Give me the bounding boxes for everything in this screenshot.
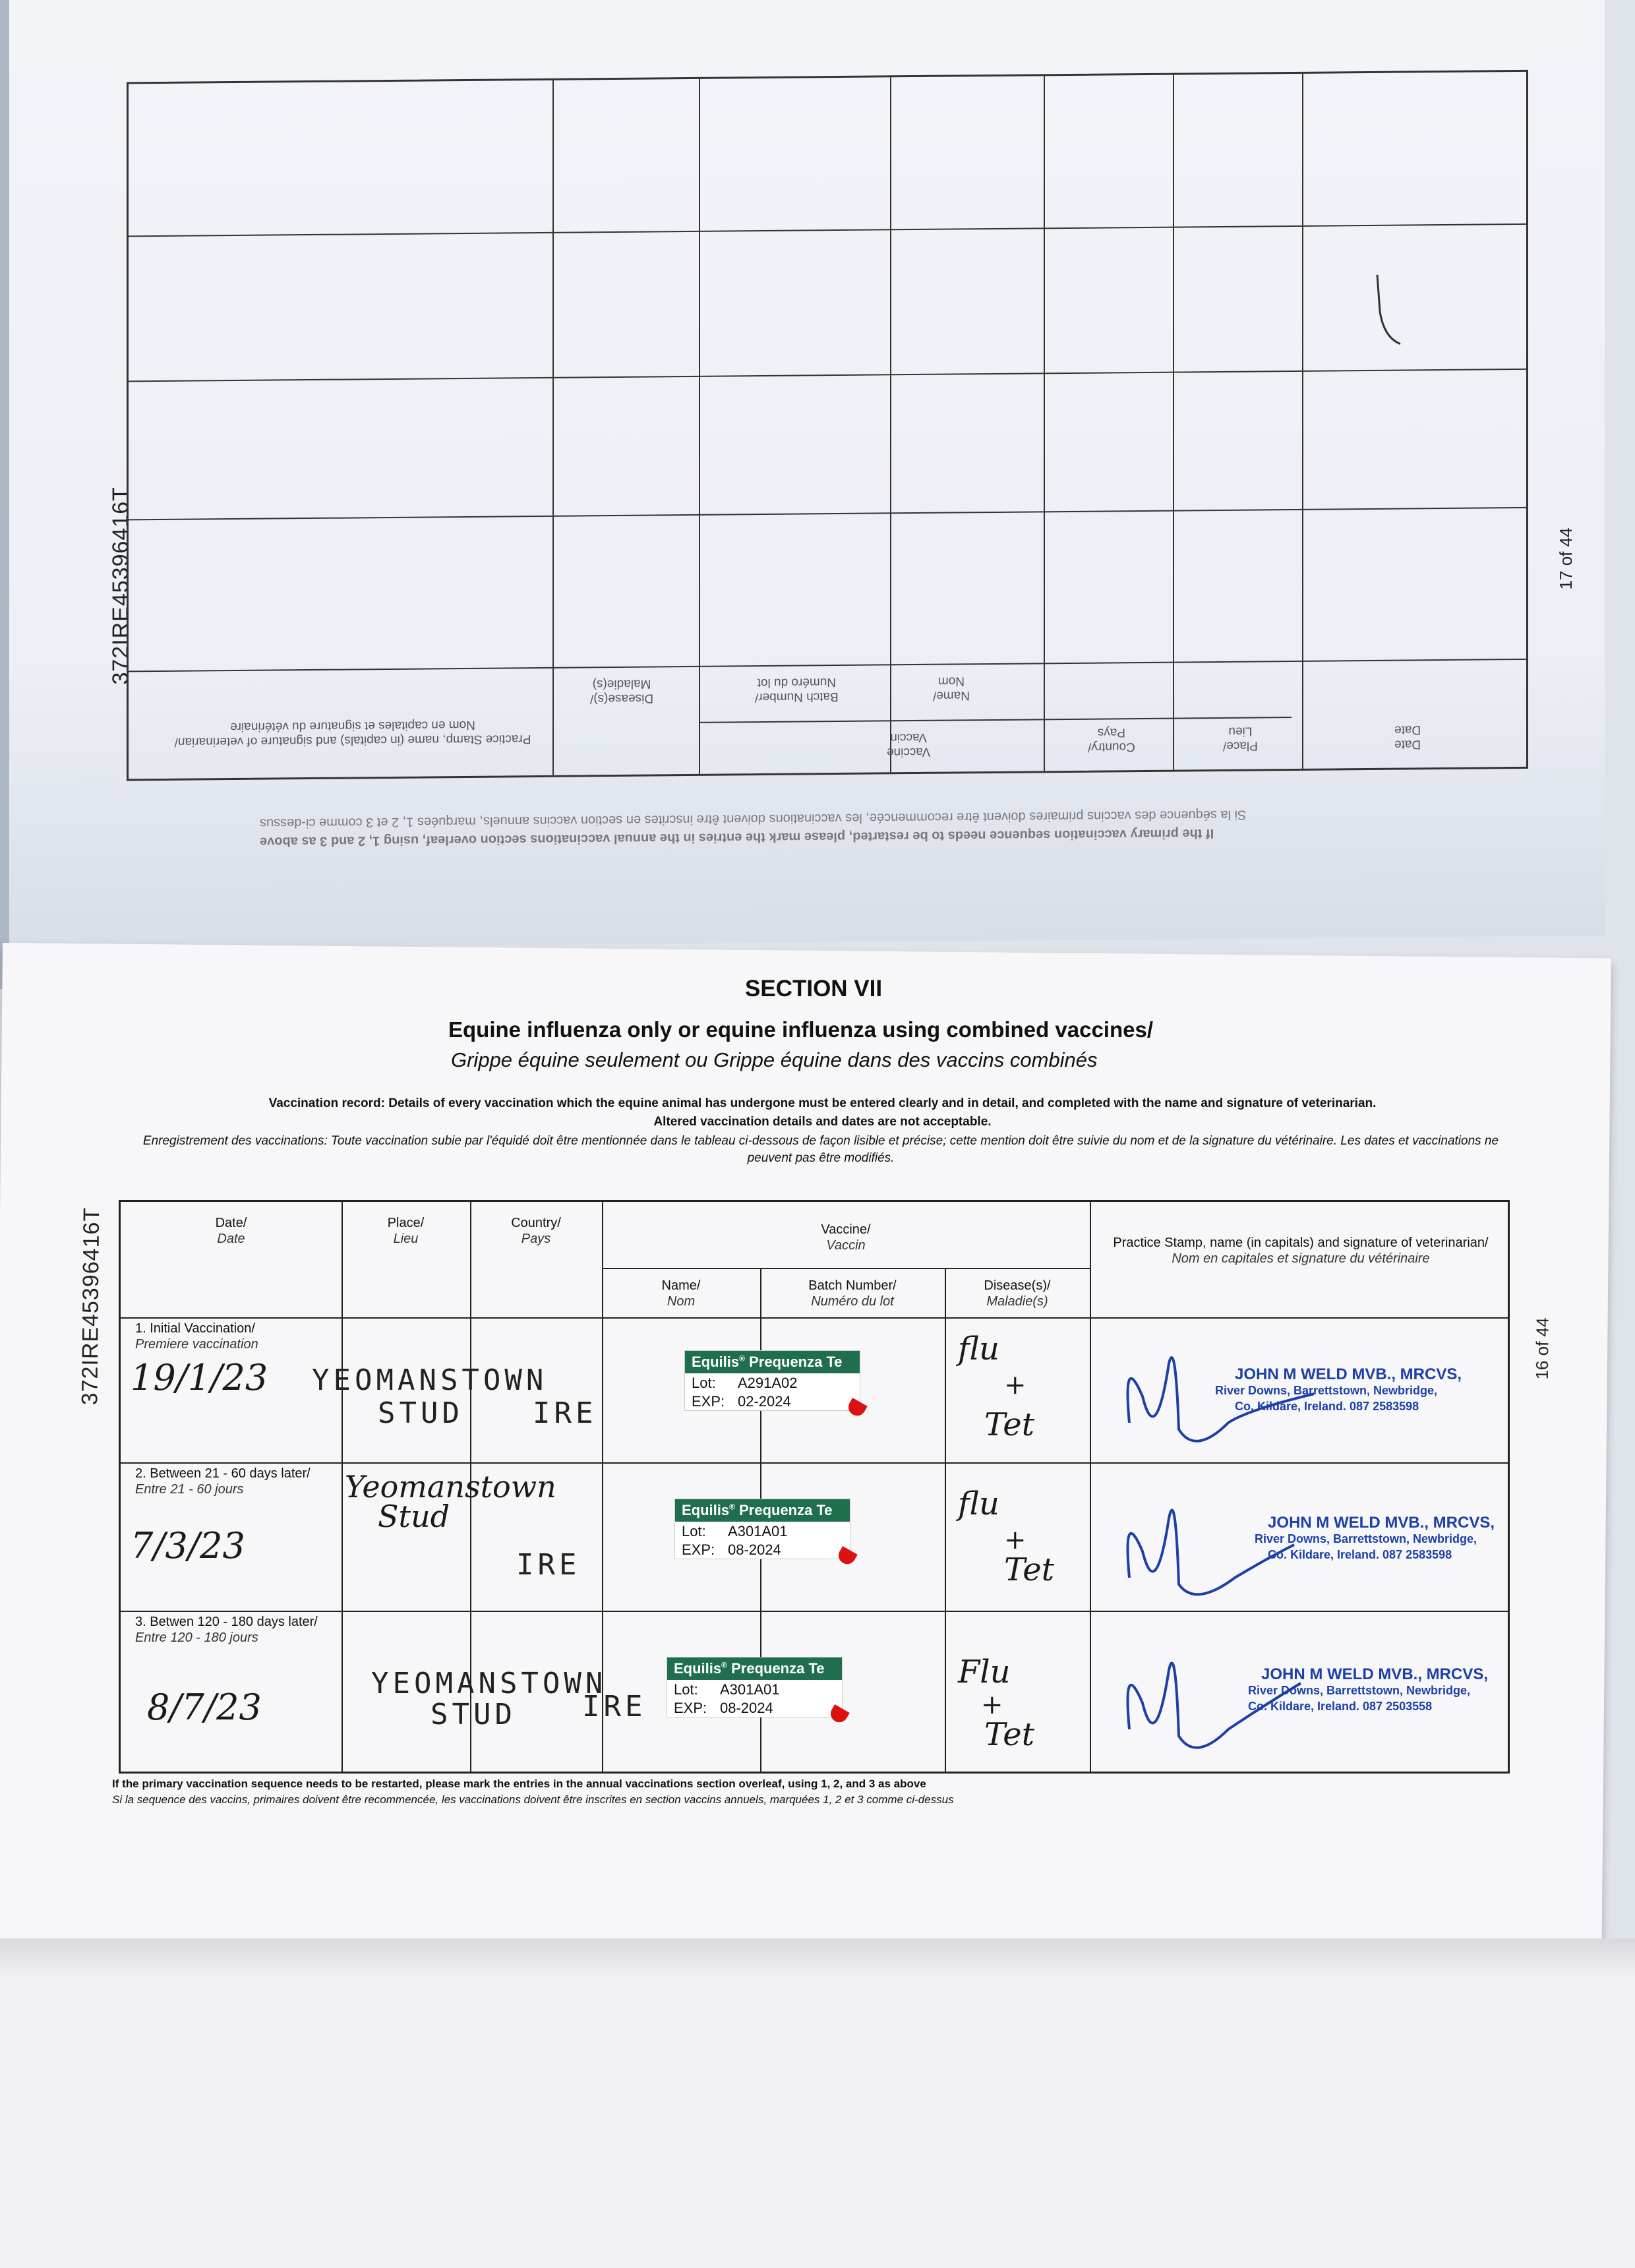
row-3-signature (1096, 1624, 1314, 1769)
row-3-lot: A301A01 (720, 1681, 780, 1698)
row-2-vet-stamp: JOHN M WELD MVB., MRCVS, River Downs, Barrettstown, Newbridge, Co. Kildare, Ireland. 087 2583598 (1255, 1514, 1495, 1561)
section-subtitle-fr: Grippe équine seulement ou Grippe équine dans des vaccins combinés (451, 1048, 1098, 1071)
record-instructions-en: Vaccination record: Details of every vaccination which the equine animal has undergone must be entered clearly and in detail, and completed with the name and signature of veterinarian. Altered vaccination details and dates are not acceptable. (268, 1096, 1377, 1129)
row-2-lot: A301A01 (728, 1523, 788, 1539)
top-header-batch: Batch Number/ Numéro du lot (755, 675, 839, 705)
vaccination-table (119, 1200, 1510, 1774)
row-1-signature (1096, 1324, 1314, 1469)
header-practice-stamp: Practice Stamp, name (in capitals) and signature of veterinarian/ Nom en capitales et signature du vétérinaire (1113, 1236, 1489, 1266)
top-page (9, 0, 1605, 949)
top-header-name: Name/ Nom (933, 674, 970, 703)
row-1-exp: 02-2024 (738, 1393, 791, 1410)
footer-note-fr: Si la sequence des vaccins, primaires doivent être recommencée, les vaccinations doivent être inscrites en section vaccins annuels, marquées 1, 2 et 3 comme ci-dessus (112, 1793, 954, 1806)
top-header-place: Place/ Lieu (1223, 724, 1258, 753)
row-3-disease-line1: Flu (958, 1654, 1011, 1690)
top-header-date: Date Date (1394, 723, 1421, 752)
row-2-country: IRE (516, 1548, 581, 1582)
top-flipped-note-fr: Si la séquence des vaccins primaires doivent être recommencée, les vaccinations doivent être inscrites en section vaccins annuels, marquées 1, 2 et 3 comme ci-dessus (260, 807, 1247, 831)
footer-note-en: If the primary vaccination sequence needs to be restarted, please mark the entries in the annual vaccinations section overleaf, using 1, 2, and 3 as above (112, 1777, 926, 1790)
row-2-place-line1: Yeomanstown (345, 1469, 556, 1505)
top-vaccination-table (127, 70, 1528, 781)
row-1-vaccine-label: Equilis® Prequenza Te Lot: A291A02 EXP: 02-2024 (684, 1350, 860, 1411)
row-3-place-line2: STUD (431, 1698, 516, 1731)
header-batch: Batch Number/ Numéro du lot (808, 1278, 897, 1309)
row-1-disease-line1: flu (958, 1330, 999, 1367)
row-1-date: 19/1/23 (131, 1357, 268, 1398)
row-2-signature (1096, 1466, 1314, 1611)
row-2-disease-line1: flu (958, 1485, 999, 1522)
row-2-disease-line2: + (1004, 1525, 1026, 1555)
row-2-label: 2. Between 21 - 60 days later/ Entre 21 - 60 jours (135, 1466, 311, 1497)
row-1-place-line1: YEOMANSTOWN (312, 1363, 548, 1397)
row-2-exp: 08-2024 (728, 1541, 781, 1558)
top-header-country: Country/ Pays (1088, 725, 1135, 754)
section-subtitle-en: Equine influenza only or equine influenza using combined vaccines/ (448, 1017, 1154, 1042)
row-3-vaccine-label: Equilis® Prequenza Te Lot: A301A01 EXP: 08-2024 (667, 1657, 843, 1717)
row-1-disease-line2: + (1004, 1370, 1026, 1400)
row-3-label: 3. Betwen 120 - 180 days later/ Entre 120 - 180 jours (135, 1615, 318, 1645)
row-1-disease-line3: Tet (984, 1406, 1034, 1443)
pen-mark (1371, 271, 1410, 351)
row-1-label: 1. Initial Vaccination/ Premiere vaccination (135, 1321, 258, 1352)
row-3-disease-line3: Tet (984, 1716, 1034, 1753)
row-3-vet-stamp: JOHN M WELD MVB., MRCVS, River Downs, Barrettstown, Newbridge, Co. Kildare, Ireland. 087 2503558 (1248, 1665, 1489, 1713)
header-vaccine: Vaccine/ Vaccin (821, 1222, 871, 1253)
header-disease: Disease(s)/ Maladie(s) (984, 1278, 1051, 1309)
record-instructions-fr: Enregistrement des vaccinations: Toute vaccination subie par l'équidé doit être mentionnée dans le tableau ci-dessous de façon lisible et précise; cette mention doit être suivie du nom et de la signature du vétérinaire. Les dates et vaccinations ne peuvent pas être modifiés. (142, 1134, 1499, 1165)
row-1-lot: A291A02 (738, 1375, 798, 1391)
top-page-number: 17 of 44 (1556, 527, 1576, 590)
row-3-place-line1: YEOMANSTOWN (371, 1667, 607, 1700)
header-place: Place/ Lieu (387, 1216, 425, 1246)
header-name: Name/ Nom (661, 1278, 701, 1309)
row-1-place-line2: STUD (378, 1396, 463, 1430)
top-header-stamp: Practice Stamp, name (in capitals) and signature of veterinarian/ Nom en capitales et signature du vétérinaire (174, 717, 531, 749)
row-2-date: 7/3/23 (131, 1525, 245, 1567)
top-flipped-note-en: If the primary vaccination sequence needs to be restarted, please mark the entries in the annual vaccinations section overleaf, using 1, 2 and 3 as above (260, 826, 1214, 849)
row-3-country: IRE (582, 1690, 647, 1723)
bottom-side-id: 372IRE45396416T (77, 1207, 105, 1406)
row-1-country: IRE (533, 1396, 597, 1430)
page-shadow (0, 1938, 1635, 1978)
section-title: SECTION VII (745, 976, 883, 1001)
top-header-vaccine: Vaccine Vaccin (887, 730, 931, 760)
row-3-disease-line2: + (981, 1690, 1003, 1720)
bottom-page-number: 16 of 44 (1531, 1317, 1553, 1380)
header-country: Country/ Pays (511, 1216, 561, 1246)
scanner-bed (0, 1938, 1635, 2268)
row-2-place-line2: Stud (378, 1499, 450, 1534)
row-1-vet-stamp: JOHN M WELD MVB., MRCVS, River Downs, Barrettstown, Newbridge, Co. Kildare, Ireland. 087 2583598 (1215, 1365, 1462, 1413)
row-3-date: 8/7/23 (147, 1686, 262, 1728)
top-side-id: 372IRE45396416T (108, 486, 133, 685)
row-2-vaccine-label: Equilis® Prequenza Te Lot: A301A01 EXP: 08-2024 (674, 1499, 850, 1559)
row-3-exp: 08-2024 (720, 1700, 773, 1716)
header-date: Date/ Date (215, 1216, 247, 1246)
row-2-disease-line3: Tet (1004, 1551, 1054, 1588)
top-header-disease: Disease(s)/ Maladie(s) (590, 676, 654, 706)
